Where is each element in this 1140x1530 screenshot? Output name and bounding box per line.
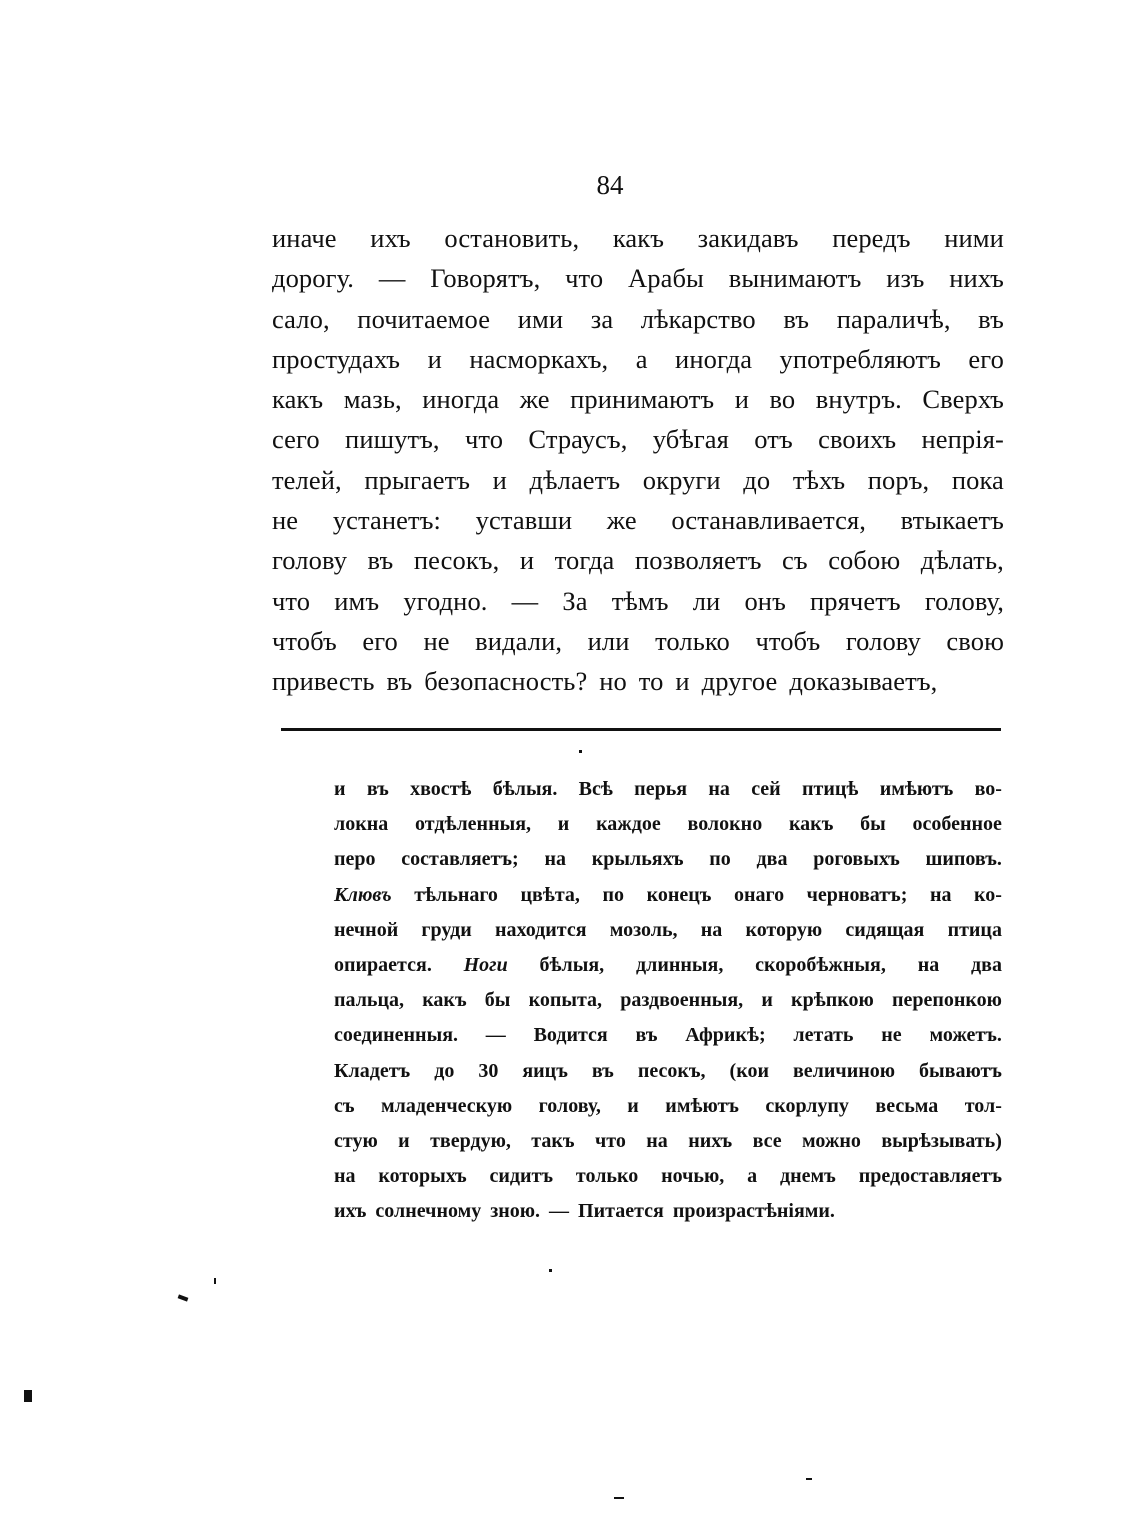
footnote-word: зною. [490,1200,541,1223]
main-text-word: ихъ [370,223,411,253]
main-text-word: втыкаетъ [900,505,1004,536]
main-text-word: сало, [272,303,330,334]
footnote-word: песокъ, [637,1059,706,1082]
footnote-word: бѣлыя, [539,953,605,976]
footnote-word: твердую, [430,1129,511,1152]
footnote-word: хвостѣ [410,778,472,800]
footnote-word: днемъ [780,1165,836,1188]
footnote-word: черноватъ; [806,883,908,906]
footnote-word: ночью, [661,1165,725,1188]
footnote-word: шиповъ. [925,848,1002,871]
footnote-word: локна [334,813,389,836]
main-text-word: что [565,263,604,294]
footnote-text-block [334,772,1002,1229]
footnote-word: ихъ [334,1200,367,1223]
footnote-word: особенное [912,813,1002,836]
main-text-word: Говорятъ, [430,263,541,294]
main-text-word: тѣмъ [611,585,669,616]
main-text-word: непрія- [921,424,1004,455]
footnote-word: сидящая [845,918,925,941]
footnote-word: Кладетъ [334,1059,411,1082]
footnote-word: можно [802,1129,861,1152]
footnote-line [334,1018,1002,1053]
footnote-word: волокно [687,813,763,836]
footnote-word: Водится [533,1024,608,1047]
footnote-word: на [929,883,952,906]
main-text-word: прячетъ [810,585,901,616]
scan-speck [24,1390,32,1402]
main-text-word: передъ [832,223,911,253]
main-text-word: иногда [675,343,753,374]
main-text-word: вынимаютъ [728,263,862,294]
main-text-word: За [562,585,588,616]
main-text-word: въ [386,666,413,697]
footnote-word: величиною [793,1059,896,1082]
main-text-word: Страусъ, [528,424,628,455]
footnote-word: — [549,1200,570,1223]
main-text-line [272,218,1004,258]
footnote-word: бы [484,989,511,1012]
footnote-word: нечной [334,918,399,941]
scan-speck [806,1478,812,1480]
footnote-word: и [627,1094,639,1117]
main-text-word: за [590,303,614,334]
footnote-word: съ [334,1094,355,1117]
footnote-word: можетъ. [929,1024,1002,1047]
footnote-word: перья [634,778,688,800]
main-text-word: не [423,625,450,656]
main-text-line [272,661,1004,701]
main-text-word: или [587,625,630,656]
footnote-line [334,983,1002,1018]
main-text-word: голову, [924,585,1004,616]
footnote-word: имѣютъ [879,778,954,800]
footnote-word: соединенныя. [334,1024,459,1047]
main-text-word: съ [782,545,808,576]
footnote-word: и [761,989,773,1012]
main-text-word: песокъ, [413,545,500,576]
main-text-word: Сверхъ [922,384,1004,415]
main-text-word: поръ, [867,464,930,495]
main-text-word: безопасность? [424,666,588,697]
footnote-word: груди [421,918,472,941]
footnote-word: произрастѣніями. [672,1200,835,1223]
main-text-word: что [464,424,504,455]
footnote-word: вырѣзывать) [881,1129,1002,1152]
footnote-word: (кои [729,1059,769,1082]
footnote-line [334,1159,1002,1194]
main-text-block [272,218,1004,702]
main-text-line [272,299,1004,339]
footnote-word: конецъ [646,883,712,906]
footnote-word: цвѣта, [520,883,580,906]
main-text-line [272,258,1004,298]
main-text-word: во [769,384,796,415]
main-text-word: же [519,384,550,415]
main-text-word: мазь, [343,384,402,415]
main-text-word: дѣлать, [920,545,1004,576]
main-text-word: иногда [422,384,500,415]
footnote-word: и [334,778,346,800]
footnote-word: Африкѣ; [685,1024,766,1047]
footnote-word: отдѣленныя, [415,813,532,836]
page-number: 84 [596,170,624,200]
scan-speck [214,1278,216,1284]
footnote-word: скорлупу [765,1094,849,1117]
main-text-word: устанетъ: [332,505,441,536]
footnote-word: длинныя, [635,953,724,976]
footnote-word: сей [751,778,781,800]
footnote-word: яицъ [522,1059,568,1082]
footnote-word: на [708,778,730,800]
footnote-word: тѣльнаго [414,883,498,906]
footnote-line [334,913,1002,948]
footnote-word: копыта, [528,989,603,1012]
footnote-word: на [700,918,723,941]
footnote-word: Всѣ [578,778,613,800]
main-text-word: и [492,464,507,495]
footnote-word: два [971,953,1002,976]
main-text-word: какъ [272,384,324,415]
footnote-word: Ноги [463,953,508,976]
main-text-word: и [519,545,535,576]
main-text-line [272,379,1004,419]
footnote-word: опирается. [334,953,432,976]
footnote-word: пальца, [334,989,405,1012]
footnote-word: которыхъ [378,1165,467,1188]
footnote-word: раздвоенныя, [620,989,744,1012]
footnote-word: такъ [531,1129,575,1152]
footnote-word: скоробѣжныя, [755,953,886,976]
main-text-word: дорогу. [272,263,355,294]
footnote-word: на [334,1165,356,1188]
footnote-word: въ [366,778,389,800]
main-text-word: внутръ. [815,384,902,415]
footnote-word: и [398,1129,410,1152]
scan-speck [549,1269,552,1272]
main-text-word: и [675,666,690,697]
main-text-word: голову [845,625,921,656]
main-text-word: своихъ [818,424,897,455]
main-text-word: въ [367,545,394,576]
footnote-line [334,1089,1002,1124]
main-text-word: убѣгая [652,424,729,455]
main-text-word: собою [828,545,901,576]
main-text-word: ими [517,303,564,334]
main-text-line [272,339,1004,379]
footnote-word: какъ [788,813,834,836]
footnote-separator-rule [281,728,1001,731]
footnote-word: находится [494,918,587,941]
main-text-word: что [272,585,311,616]
main-text-line [272,419,1004,459]
footnote-word: а [747,1165,758,1188]
main-text-word: изъ [886,263,925,294]
footnote-word: на [544,848,566,871]
main-text-word: ли [692,585,721,616]
main-text-word: видали, [475,625,563,656]
main-text-word: округи [642,464,721,495]
footnote-word: какъ [422,989,467,1012]
footnote-word: въ [591,1059,614,1082]
footnote-word: по [602,883,624,906]
main-text-word: свою [946,625,1004,656]
scan-speck [614,1497,624,1499]
main-text-line [272,581,1004,621]
footnote-word: два [756,848,788,871]
main-text-word: его [362,625,398,656]
main-text-word: его [968,343,1004,374]
main-text-word: принимаютъ [570,384,715,415]
footnote-word: 30 [478,1059,499,1082]
main-text-word: дѣлаетъ [529,464,621,495]
footnote-word: предоставляетъ [858,1165,1002,1188]
footnote-word: Клювъ [334,883,392,906]
footnote-word: голову, [538,1094,601,1117]
main-text-word: онъ [744,585,786,616]
main-text-line [272,540,1004,580]
footnote-word: составляетъ; [401,848,519,871]
footnote-word: въ [635,1024,658,1047]
footnote-word: сидитъ [489,1165,554,1188]
main-text-word: ними [944,223,1004,253]
footnote-word: нихъ [688,1129,733,1152]
main-text-word: Арабы [628,263,704,294]
main-text-word: голову [272,545,348,576]
main-text-word: привесть [272,666,375,697]
footnote-word: бы [860,813,886,836]
main-text-word: имъ [334,585,380,616]
main-text-word: отъ [754,424,793,455]
footnote-line [334,772,1002,807]
main-text-word: въ [978,303,1004,334]
scan-speck [579,750,582,753]
main-text-word: прыгаетъ [364,464,471,495]
footnote-line [334,948,1002,983]
footnote-word: крыльяхъ [591,848,684,871]
main-text-word: закидавъ [697,223,799,253]
main-text-word: почитаемое [357,303,491,334]
main-text-word: употребляютъ [779,343,941,374]
main-text-word: и [427,343,442,374]
footnote-word: по [709,848,731,871]
main-text-word: тогда [554,545,615,576]
main-text-word: простудахъ [272,343,401,374]
footnote-line [334,878,1002,913]
footnote-word: птицѣ [802,778,859,800]
main-text-word: пока [951,464,1004,495]
main-text-word: а [635,343,648,374]
main-text-word: какъ [612,223,665,253]
main-text-word: чтобъ [755,625,821,656]
footnote-line [334,842,1002,877]
footnote-word: весьма [875,1094,939,1117]
footnote-word: перо [334,848,376,871]
footnote-word: — [485,1024,506,1047]
main-text-word: то [638,666,664,697]
main-text-word: иначе [272,223,337,253]
footnote-word: летать [793,1024,854,1047]
main-text-line [272,621,1004,661]
main-text-word: до [743,464,771,495]
footnote-word: роговыхъ [813,848,900,871]
footnote-word: имѣютъ [665,1094,739,1117]
main-text-word: только [655,625,730,656]
main-text-word: угодно. [403,585,488,616]
main-text-word: нихъ [949,263,1004,294]
footnote-word: бываютъ [919,1059,1002,1082]
main-text-word: остановить, [444,223,580,253]
main-text-word: не [272,505,299,536]
footnote-word: Питается [578,1200,664,1223]
main-text-word: въ [783,303,810,334]
footnote-word: крѣпкою [791,989,874,1012]
main-text-word: тѣхъ [792,464,846,495]
footnote-word: во- [974,778,1002,800]
main-text-word: пишутъ, [345,424,440,455]
main-text-word: но [599,666,627,697]
main-text-word: сего [272,424,320,455]
main-text-word: параличѣ, [836,303,951,334]
main-text-word: останавливается, [671,505,866,536]
footnote-line [334,807,1002,842]
footnote-word: птица [947,918,1002,941]
footnote-word: на [917,953,940,976]
footnote-word: на [646,1129,668,1152]
footnote-line [334,1054,1002,1089]
footnote-word: бѣлыя. [492,778,558,800]
footnote-word: мозоль, [609,918,678,941]
main-text-word: телей, [272,464,342,495]
footnote-word: до [434,1059,455,1082]
footnote-line [334,1194,1002,1229]
main-text-word: же [606,505,637,536]
footnote-word: не [881,1024,902,1047]
main-text-word: — [511,585,539,616]
main-text-word: и [734,384,749,415]
footnote-word: и [557,813,570,836]
footnote-word: солнечному [375,1200,482,1223]
footnote-word: перепонкою [891,989,1002,1012]
footnote-word: каждое [596,813,661,836]
main-text-word: позволяетъ [634,545,762,576]
footnote-word: что [594,1129,626,1152]
footnote-word: ко- [974,883,1002,906]
main-text-word: другое [701,666,778,697]
footnote-word: которую [745,918,823,941]
footnote-line [334,1124,1002,1159]
footnote-word: все [752,1129,782,1152]
main-text-word: доказываетъ, [789,666,938,697]
main-text-word: уставши [475,505,573,536]
main-text-word: — [378,263,406,294]
footnote-word: стую [334,1129,378,1152]
scan-speck [178,1294,189,1301]
footnote-word: младенческую [381,1094,513,1117]
main-text-word: лѣкарство [640,303,756,334]
footnote-word: тол- [964,1094,1002,1117]
main-text-word: чтобъ [272,625,337,656]
main-text-line [272,460,1004,500]
footnote-word: онаго [733,883,785,906]
main-text-word: насморкахъ, [469,343,609,374]
footnote-word: только [575,1165,639,1188]
main-text-line [272,500,1004,540]
